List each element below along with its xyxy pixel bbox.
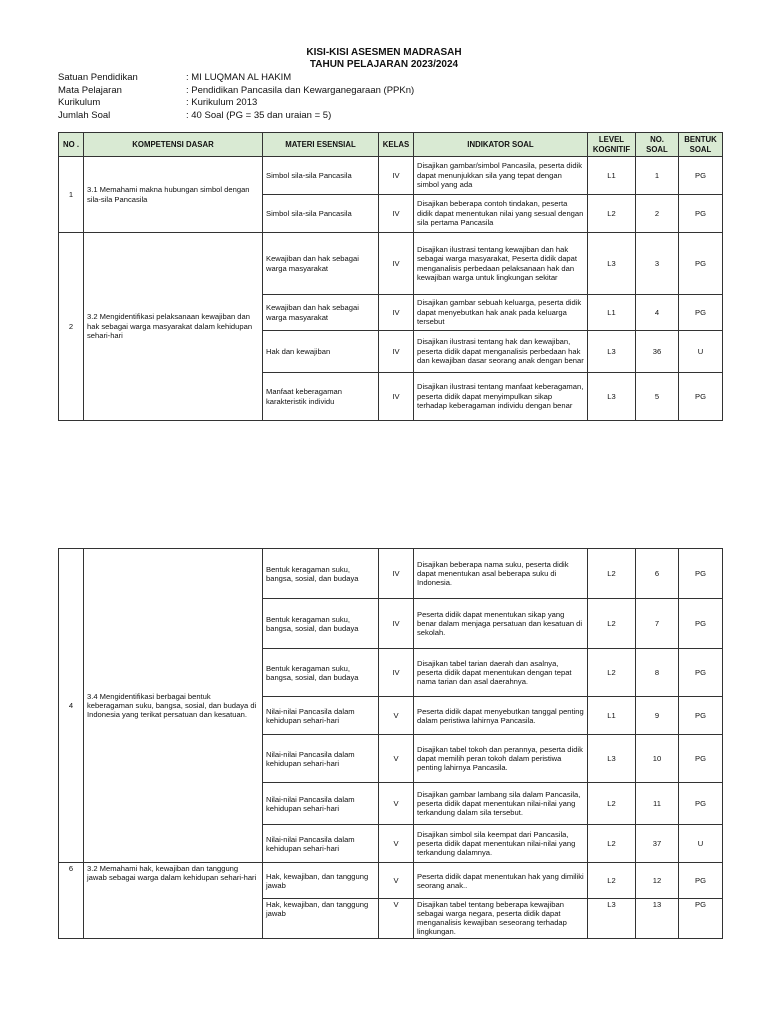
indikator-cell: Disajikan gambar lambang sila dalam Pancasila, peserta didik dapat menentukan nilai-nilai yang terkandung dalam sila tersebut. [414, 783, 588, 825]
col-header-nosoal: NO. SOAL [636, 133, 679, 157]
meta-value: : Pendidikan Pancasila dan Kewarganegaraan (PPKn) [186, 84, 415, 96]
kelas-cell: V [379, 899, 414, 939]
level-cell: L3 [588, 373, 636, 421]
level-cell: L2 [588, 863, 636, 899]
materi-cell: Nilai-nilai Pancasila dalam kehidupan sehari-hari [263, 825, 379, 863]
col-header-level: LEVEL KOGNITIF [588, 133, 636, 157]
level-cell: L3 [588, 899, 636, 939]
materi-cell: Bentuk keragaman suku, bangsa, sosial, dan budaya [263, 649, 379, 697]
indikator-cell: Peserta didik dapat menentukan hak yang dimiliki seorang anak.. [414, 863, 588, 899]
kelas-cell: V [379, 697, 414, 735]
document-title: KISI-KISI ASESMEN MADRASAH [306, 47, 462, 58]
nosoal-cell: 7 [636, 599, 679, 649]
kelas-cell: IV [379, 599, 414, 649]
row-number: 6 [59, 863, 84, 939]
bentuk-cell: PG [679, 649, 723, 697]
kompetensi-dasar: 3.1 Memahami makna hubungan simbol dengan sila-sila Pancasila [84, 157, 263, 233]
col-header-materi: MATERI ESENSIAL [263, 133, 379, 157]
bentuk-cell: PG [679, 295, 723, 331]
nosoal-cell: 4 [636, 295, 679, 331]
kelas-cell: V [379, 735, 414, 783]
materi-cell: Simbol sila-sila Pancasila [263, 157, 379, 195]
kompetensi-dasar: 3.4 Mengidentifikasi berbagai bentuk keberagaman suku, bangsa, sosial, dan budaya di Indonesia yang terikat persatuan dan kesatuan. [84, 549, 263, 863]
bentuk-cell: PG [679, 783, 723, 825]
materi-cell: Bentuk keragaman suku, bangsa, sosial, dan budaya [263, 549, 379, 599]
table-row [59, 233, 723, 295]
kelas-cell: IV [379, 157, 414, 195]
meta-label: Satuan Pendidikan [58, 72, 138, 83]
kisi-table-page2 [58, 548, 723, 939]
materi-cell: Kewajiban dan hak sebagai warga masyarakat [263, 295, 379, 331]
indikator-cell: Disajikan beberapa contoh tindakan, peserta didik dapat menentukan nilai yang sesual dengan sila pertama Pancasila [414, 195, 588, 233]
nosoal-cell: 36 [636, 331, 679, 373]
indikator-cell: Disajikan tabel tarian daerah dan asalnya, peserta didik dapat menentukan dengan tepat nama tarian dan asal daerahnya. [414, 649, 588, 697]
bentuk-cell: PG [679, 899, 723, 939]
kompetensi-dasar: 3.2 Mengidentifikasi pelaksanaan kewajiban dan hak sebagai warga masyarakat dalam kehidupan sehari-hari [84, 233, 263, 421]
materi-cell: Hak, kewajiban, dan tanggung jawab [263, 863, 379, 899]
kelas-cell: V [379, 783, 414, 825]
kelas-cell: V [379, 863, 414, 899]
bentuk-cell: PG [679, 697, 723, 735]
materi-cell: Nilai-nilai Pancasila dalam kehidupan sehari-hari [263, 783, 379, 825]
nosoal-cell: 8 [636, 649, 679, 697]
meta-label: Mata Pelajaran [58, 84, 122, 96]
kelas-cell: IV [379, 331, 414, 373]
kelas-cell: IV [379, 295, 414, 331]
level-cell: L1 [588, 295, 636, 331]
table-row [59, 549, 723, 599]
level-cell: L3 [588, 735, 636, 783]
meta-row [58, 85, 414, 98]
materi-cell: Nilai-nilai Pancasila dalam kehidupan sehari-hari [263, 735, 379, 783]
nosoal-cell: 9 [636, 697, 679, 735]
meta-block [58, 72, 414, 122]
meta-value: : Kurikulum 2013 [186, 97, 258, 109]
nosoal-cell: 13 [636, 899, 679, 939]
meta-label: Jumlah Soal [58, 109, 111, 121]
materi-cell: Manfaat keberagaman karakteristik individu [263, 373, 379, 421]
col-header-kompetensi: KOMPETENSI DASAR [84, 133, 263, 157]
nosoal-cell: 5 [636, 373, 679, 421]
col-header-indikator: INDIKATOR SOAL [414, 133, 588, 157]
indikator-cell: Disajikan ilustrasi tentang hak dan kewajiban, peserta didik dapat menganalisis perbedaan hak dan kewajiban dasar seorang anak dengan benar [414, 331, 588, 373]
indikator-cell: Disajikan gambar sebuah keluarga, peserta didik dapat menyebutkan hak anak pada keluarga tersebut [414, 295, 588, 331]
table-row [59, 157, 723, 195]
table-row [59, 863, 723, 899]
col-header-no: NO . [59, 133, 84, 157]
bentuk-cell: PG [679, 599, 723, 649]
materi-cell: Bentuk keragaman suku, bangsa, sosial, dan budaya [263, 599, 379, 649]
nosoal-cell: 10 [636, 735, 679, 783]
nosoal-cell: 6 [636, 549, 679, 599]
level-cell: L2 [588, 783, 636, 825]
kelas-cell: IV [379, 233, 414, 295]
meta-value: : MI LUQMAN AL HAKIM [186, 72, 292, 83]
indikator-cell: Disajikan tabel tokoh dan perannya, peserta didik dapat memilih peran tokoh dalam peristiwa penting lahirnya Pancasila. [414, 735, 588, 783]
indikator-cell: Disajikan beberapa nama suku, peserta didik dapat menentukan asal beberapa suku di Indonesia. [414, 549, 588, 599]
meta-label: Kurikulum [58, 97, 101, 109]
bentuk-cell: PG [679, 195, 723, 233]
level-cell: L1 [588, 157, 636, 195]
kelas-cell: V [379, 825, 414, 863]
nosoal-cell: 3 [636, 233, 679, 295]
kelas-cell: IV [379, 195, 414, 233]
kompetensi-dasar: 3.2 Memahami hak, kewajiban dan tanggung jawab sebagai warga dalam kehidupan sehari-hari [84, 863, 263, 939]
kelas-cell: IV [379, 649, 414, 697]
nosoal-cell: 2 [636, 195, 679, 233]
bentuk-cell: PG [679, 549, 723, 599]
bentuk-cell: PG [679, 863, 723, 899]
nosoal-cell: 1 [636, 157, 679, 195]
level-cell: L2 [588, 195, 636, 233]
bentuk-cell: U [679, 825, 723, 863]
meta-row [58, 97, 414, 110]
level-cell: L2 [588, 825, 636, 863]
bentuk-cell: U [679, 331, 723, 373]
nosoal-cell: 37 [636, 825, 679, 863]
bentuk-cell: PG [679, 373, 723, 421]
indikator-cell: Disajikan ilustrasi tentang kewajiban dan hak sebagai warga masyarakat, Peserta didik dapat menganalisis perbedaan pelaksanaan hak dan kewajiban warga untuk lingkungan sekitar [414, 233, 588, 295]
meta-row [58, 72, 414, 85]
row-number: 2 [59, 233, 84, 421]
nosoal-cell: 12 [636, 863, 679, 899]
materi-cell: Simbol sila-sila Pancasila [263, 195, 379, 233]
col-header-kelas: KELAS [379, 133, 414, 157]
indikator-cell: Peserta didik dapat menentukan sikap yang benar dalam menjaga persatuan dan kesatuan di sekolah. [414, 599, 588, 649]
meta-row [58, 110, 414, 123]
bentuk-cell: PG [679, 233, 723, 295]
kisi-table-page1 [58, 132, 723, 421]
bentuk-cell: PG [679, 735, 723, 783]
header-row [59, 133, 723, 157]
materi-cell: Hak dan kewajiban [263, 331, 379, 373]
materi-cell: Hak, kewajiban, dan tanggung jawab [263, 899, 379, 939]
indikator-cell: Disajikan simbol sila keempat dari Pancasila, peserta didik dapat menentukan nilai-nilai yang terkandung dalamnya. [414, 825, 588, 863]
level-cell: L2 [588, 649, 636, 697]
materi-cell: Nilai-nilai Pancasila dalam kehidupan sehari-hari [263, 697, 379, 735]
col-header-bentuk: BENTUK SOAL [679, 133, 723, 157]
row-number: 1 [59, 157, 84, 233]
level-cell: L2 [588, 549, 636, 599]
indikator-cell: Disajikan ilustrasi tentang manfaat keberagaman, peserta didik dapat menyimpulkan sikap terhadap keberagaman individu dengan benar [414, 373, 588, 421]
indikator-cell: Disajikan gambar/simbol Pancasila, peserta didik dapat menunjukkan sila yang tepat dengan simbol yang ada [414, 157, 588, 195]
meta-value: : 40 Soal (PG = 35 dan uraian = 5) [186, 109, 332, 121]
nosoal-cell: 11 [636, 783, 679, 825]
document-subtitle: TAHUN PELAJARAN 2023/2024 [309, 59, 459, 70]
bentuk-cell: PG [679, 157, 723, 195]
level-cell: L3 [588, 233, 636, 295]
indikator-cell: Disajikan tabel tentang beberapa kewajiban sebagai warga negara, peserta didik dapat menganalisis kewajiban seseorang terhadap lingkungan. [414, 899, 588, 939]
row-number: 4 [59, 549, 84, 863]
level-cell: L2 [588, 599, 636, 649]
materi-cell: Kewajiban dan hak sebagai warga masyarakat [263, 233, 379, 295]
kelas-cell: IV [379, 373, 414, 421]
kelas-cell: IV [379, 549, 414, 599]
level-cell: L1 [588, 697, 636, 735]
level-cell: L3 [588, 331, 636, 373]
indikator-cell: Peserta didik dapat menyebutkan tanggal penting dalam peristiwa lahirnya Pancasila. [414, 697, 588, 735]
